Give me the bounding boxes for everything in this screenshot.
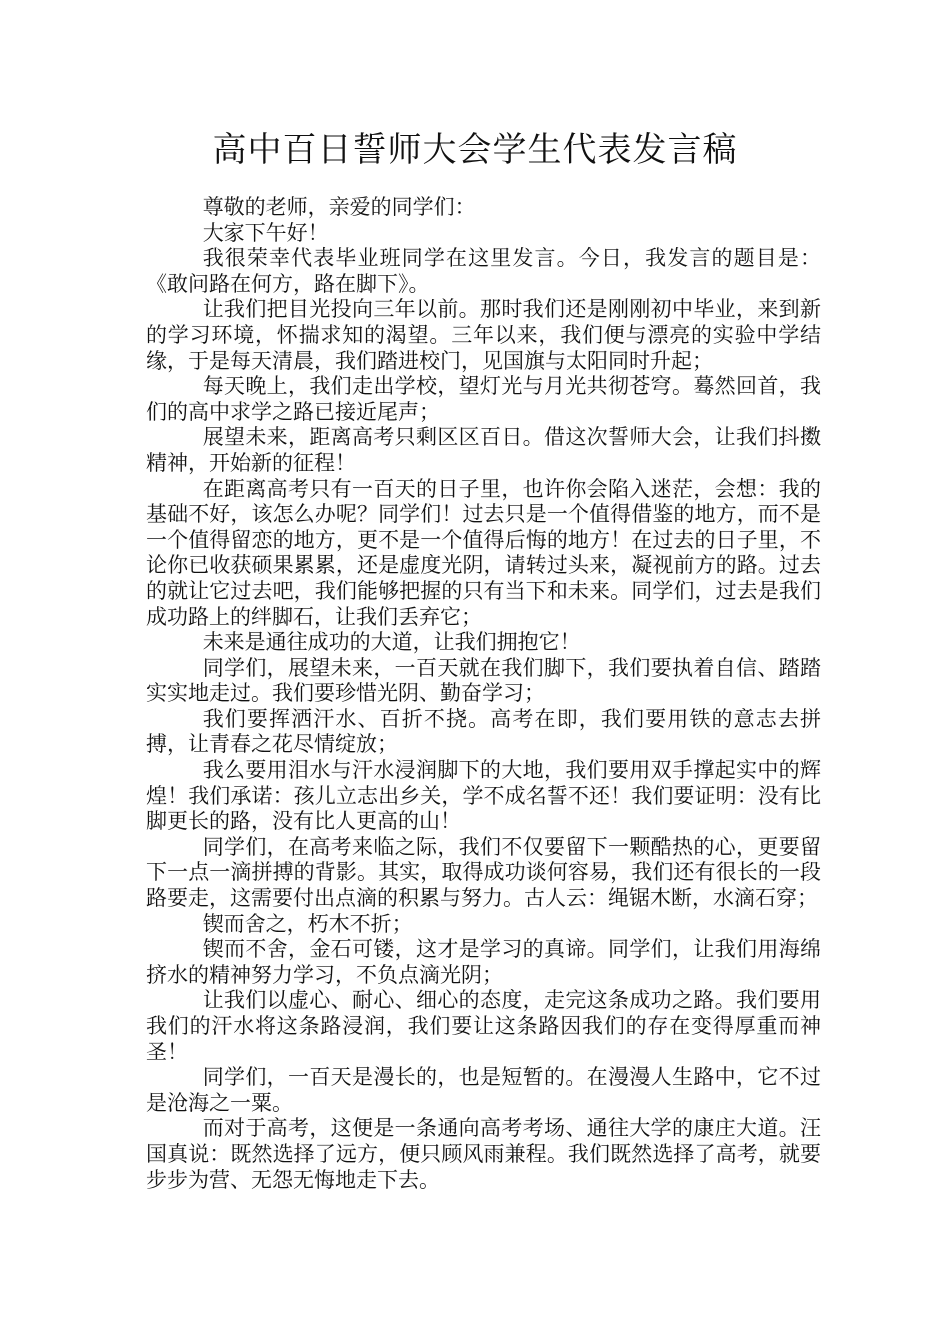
paragraph: 锲而舍之，朽木不折； (202, 911, 413, 936)
paragraph: 我么要用泪水与汗水浸润脚下的大地，我们要用双手撑起实中的辉煌！我们承诺：孩儿立志出乡关，学不成名誓不还！我们要证明：没有比脚更长的路，没有比人更高的山！ (146, 758, 821, 834)
paragraph: 同学们，展望未来，一百天就在我们脚下，我们要执着自信、踏踏实实地走过。我们要珍惜光阴、勤奋学习； (146, 655, 821, 706)
paragraph: 在距离高考只有一百天的日子里，也许你会陷入迷茫，会想：我的基础不好，该怎么办呢？同学们！过去只是一个值得借鉴的地方，而不是一个值得留恋的地方，更不是一个值得后悔的地方！在过去的日子里，不论你已收获硕果累累，还是虚度光阴，请转过头来，凝视前方的路。过去的就让它过去吧，我们能够把握的只有当下和未来。同学们，过去是我们成功路上的绊脚石，让我们丢弃它； (146, 476, 821, 629)
paragraph: 我们要挥洒汗水、百折不挠。高考在即，我们要用铁的意志去拼搏，让青春之花尽情绽放； (146, 706, 821, 757)
paragraph: 让我们把目光投向三年以前。那时我们还是刚刚初中毕业，来到新的学习环境，怀揣求知的渴望。三年以来，我们便与漂亮的实验中学结缘，于是每天清晨，我们踏进校门，见国旗与太阳同时升起； (146, 297, 821, 373)
paragraph: 未来是通往成功的大道，让我们拥抱它！ (202, 630, 581, 655)
paragraph: 每天晚上，我们走出学校，望灯光与月光共彻苍穹。蓦然回首，我们的高中求学之路已接近尾声； (146, 374, 821, 424)
document-body (146, 195, 821, 1193)
document-title: 高中百日誓师大会学生代表发言稿 (212, 130, 738, 170)
paragraph: 展望未来，距离高考只剩区区百日。借这次誓师大会，让我们抖擞精神，开始新的征程！ (146, 425, 821, 475)
paragraph-salutation: 尊敬的老师，亲爱的同学们： (202, 195, 476, 219)
paragraph: 锲而不舍，金石可镂，这才是学习的真谛。同学们，让我们用海绵挤水的精神努力学习，不负点滴光阴； (146, 937, 821, 987)
paragraph: 同学们，在高考来临之际，我们不仅要留下一颗酷热的心，更要留下一点一滴拼搏的背影。其实，取得成功谈何容易，我们还有很长的一段路要走，这需要付出点滴的积累与努力。古人云：绳锯木断，水滴石穿； (146, 834, 821, 911)
paragraph: 我很荣幸代表毕业班同学在这里发言。今日，我发言的题目是：《敢问路在何方，路在脚下》。 (146, 246, 821, 296)
paragraph: 让我们以虚心、耐心、细心的态度，走完这条成功之路。我们要用我们的汗水将这条路浸润，我们要让这条路因我们的存在变得厚重而神圣！ (146, 988, 821, 1064)
paragraph: 而对于高考，这便是一条通向高考考场、通往大学的康庄大道。汪国真说：既然选择了远方，便只顾风雨兼程。我们既然选择了高考，就要步步为营、无怨无悔地走下去。 (146, 1116, 821, 1192)
paragraph: 同学们，一百天是漫长的，也是短暂的。在漫漫人生路中，它不过是沧海之一粟。 (146, 1065, 821, 1115)
paragraph-greeting: 大家下午好！ (202, 220, 329, 245)
